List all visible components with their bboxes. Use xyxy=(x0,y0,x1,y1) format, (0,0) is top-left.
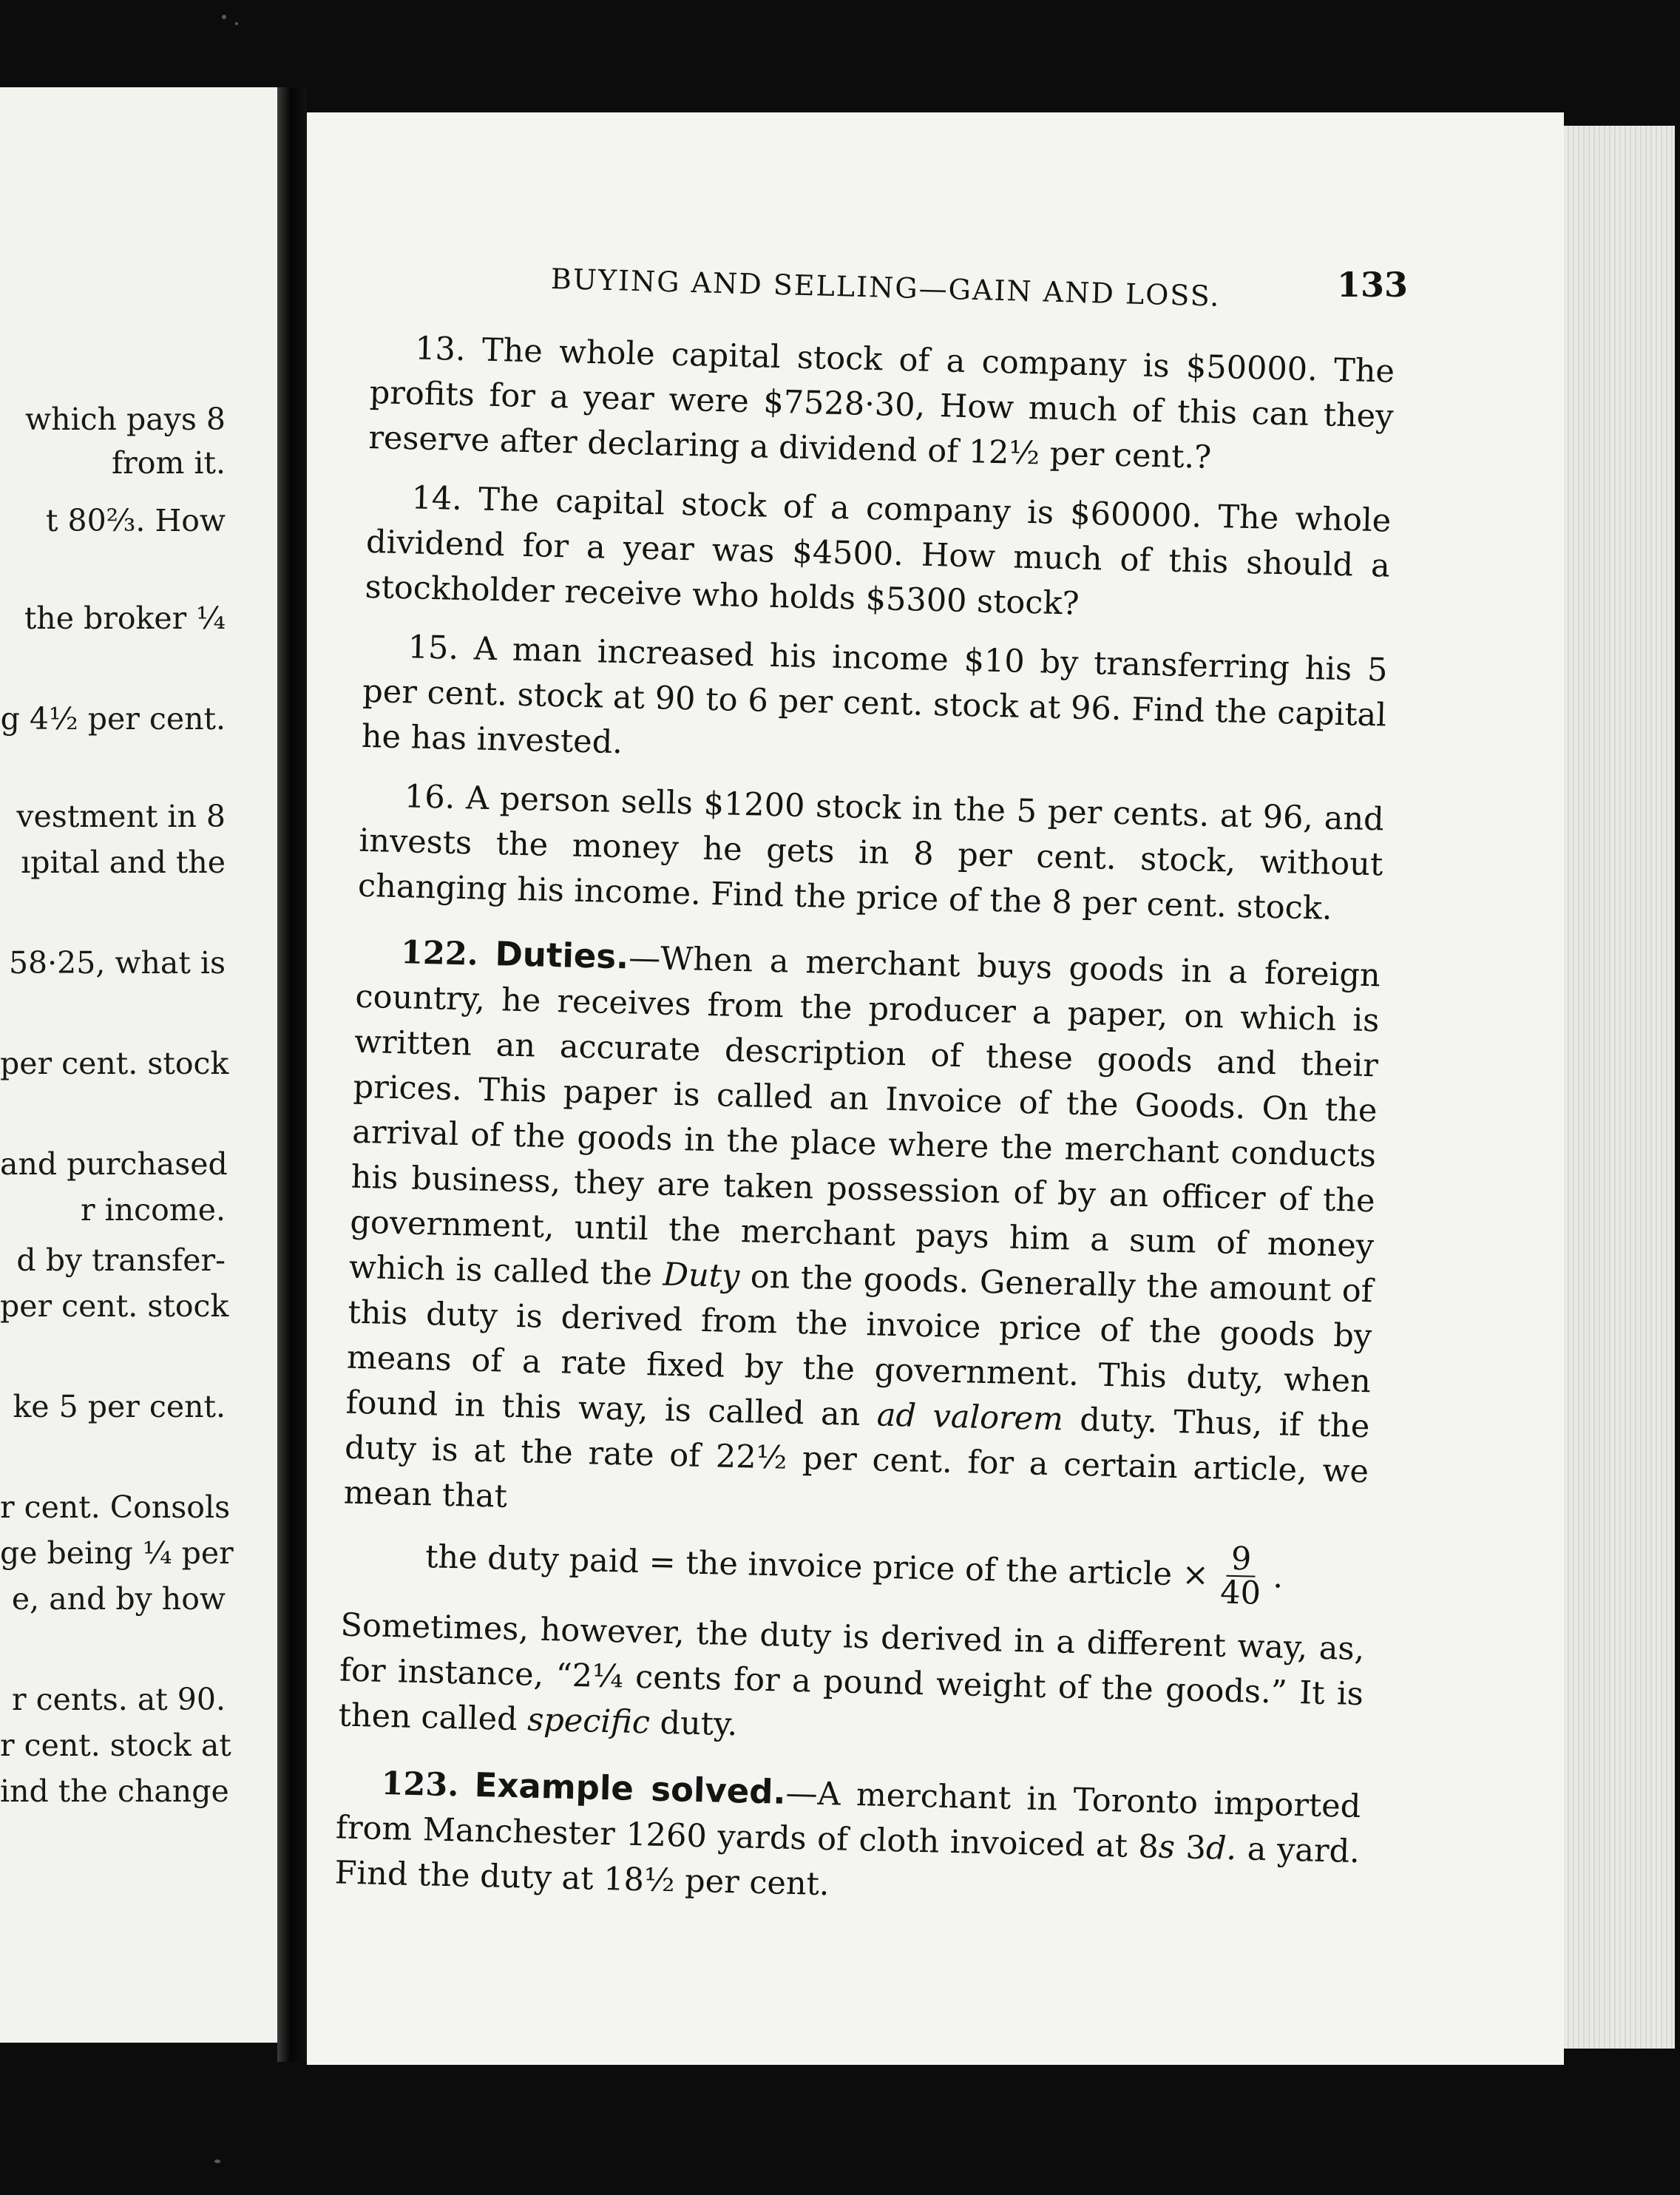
left-page-line: r income. xyxy=(81,1192,226,1228)
left-page-line: ind the change xyxy=(0,1773,229,1809)
left-page-line: ke 5 per cent. xyxy=(13,1389,226,1424)
section-text: on the goods. Generally the amount of this duty is derived from the invoice price of the goods by means of a rate fixed by the government. This duty, when found in this way, is called an xyxy=(345,1258,1374,1434)
section-title: Duties. xyxy=(494,934,629,977)
italic-term: d. xyxy=(1205,1830,1237,1868)
page-stack-edge xyxy=(1564,126,1675,2049)
book-gutter xyxy=(277,87,307,2062)
section-number: 123. xyxy=(380,1765,459,1805)
left-page-line: from it. xyxy=(112,445,226,481)
left-page-fragment xyxy=(0,87,277,2043)
page-body xyxy=(334,325,1395,1934)
problem-number: 15. xyxy=(407,629,459,667)
italic-term: s xyxy=(1158,1828,1176,1867)
left-page-line: g 4½ per cent. xyxy=(0,701,226,737)
section-text: duty. Thus, if the duty is at the rate of 22½ per cent. for a certain article, we mean that xyxy=(343,1401,1370,1515)
section-123-example xyxy=(334,1759,1361,1920)
left-page-line: per cent. stock xyxy=(0,1288,229,1324)
scan-speck xyxy=(214,2160,220,2163)
section-title: Example solved. xyxy=(474,1765,787,1812)
left-page-line: per cent. stock xyxy=(0,1046,229,1081)
section-text: Sometimes, however, the duty is derived in a different way, as, for instance, “2¼ cents for a pound weight of the goods.” It is then called xyxy=(338,1606,1365,1739)
section-text: a yard. Find the duty at 18½ per cent. xyxy=(334,1830,1361,1904)
left-page-line: ıpital and the xyxy=(21,845,226,880)
problem-text: The capital stock of a company is $60000. The whole dividend for a year was $4500. How much of this should a stockholder receive who holds $5300 stock? xyxy=(365,481,1392,623)
problem-text: A person sells $1200 stock in the 5 per cents. at 96, and invests the money he gets in 8 per cent. stock, without changing his income. Find the price of the 8 per cent. stock. xyxy=(357,779,1385,927)
fraction-denominator: 40 xyxy=(1219,1574,1261,1612)
left-page-line: e, and by how xyxy=(11,1581,226,1617)
left-page-line: r cents. at 90. xyxy=(11,1682,226,1717)
left-page-line: and purchased xyxy=(0,1146,228,1182)
running-head: BUYING AND SELLING—GAIN AND LOSS. xyxy=(550,263,1221,313)
left-page-line: r cent. stock at xyxy=(0,1728,231,1763)
problem-number: 14. xyxy=(410,479,463,518)
italic-term: Duty xyxy=(662,1256,740,1296)
problem-text: A man increased his income $10 by transferring his 5 per cent. stock at 90 to 6 per cent. stock at 96. Find the capital he has invested. xyxy=(361,630,1388,762)
fraction-numerator: 9 xyxy=(1226,1543,1256,1577)
section-122-continued xyxy=(338,1603,1365,1763)
problem-13 xyxy=(368,325,1395,485)
formula-text: the duty paid = the invoice price of the article × xyxy=(424,1538,1210,1594)
scan-speck xyxy=(222,15,226,19)
section-122-duties xyxy=(343,928,1381,1540)
problem-number: 16. xyxy=(404,778,455,816)
left-page-line: t 80⅔. How xyxy=(45,503,226,538)
left-page-line: vestment in 8 xyxy=(16,799,226,834)
problem-15 xyxy=(361,624,1388,784)
left-page-line: the broker ¼ xyxy=(24,601,226,636)
section-text: 3 xyxy=(1174,1829,1207,1867)
fraction xyxy=(1219,1540,1262,1612)
problem-14 xyxy=(365,475,1392,635)
problem-text: The whole capital stock of a company is $50000. The profits for a year were $7528·30, How much of this can they reserve after declaring a dividend of 12½ per cent.? xyxy=(368,331,1395,476)
left-page-line: which pays 8 xyxy=(24,402,226,437)
left-page-line: d by transfer- xyxy=(16,1242,226,1278)
section-text: —A merchant in Toronto imported from Manchester 1260 yards of cloth invoiced at 8 xyxy=(335,1774,1361,1866)
italic-term: ad valorem xyxy=(876,1396,1064,1438)
section-text: —When a merchant buys goods in a foreign country, he receives from the producer a paper, on which is written an accurate description of these goods and their prices. This paper is called an Invoice of the Goods. On the arrival of the goods in the place where the merchant conducts his business, they are taken possession of by an officer of the government, until the merchant pays him a sum of money which is called the xyxy=(348,939,1381,1293)
scan-speck xyxy=(235,22,238,25)
left-page-line: ge being ¼ per xyxy=(0,1535,234,1571)
italic-term: specific xyxy=(526,1701,651,1742)
problem-16 xyxy=(357,774,1384,933)
left-page-line: r cent. Consols xyxy=(0,1489,231,1525)
page-number: 133 xyxy=(1337,265,1409,305)
left-page-line: 58·25, what is xyxy=(8,945,226,981)
section-number: 122. xyxy=(400,934,479,973)
formula-end: . xyxy=(1272,1558,1284,1596)
section-text: duty. xyxy=(649,1704,738,1744)
problem-number: 13. xyxy=(414,330,467,369)
